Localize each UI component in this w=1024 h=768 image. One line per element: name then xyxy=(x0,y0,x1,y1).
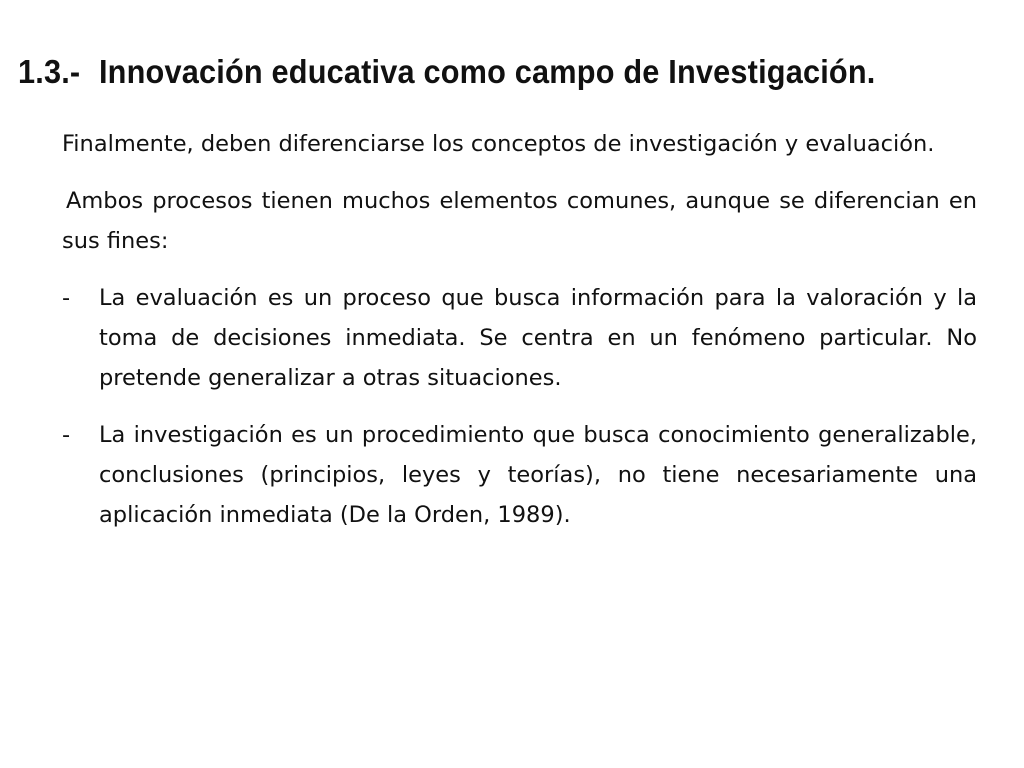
bullet-investigacion xyxy=(62,415,977,535)
bullet-text: La evaluación es un proceso que busca información para la valoración y la toma de decisiones inmediata. Se centra en un fenómeno particular. No pretende generalizar a otras situaciones. xyxy=(99,285,977,391)
slide-body xyxy=(62,124,977,552)
paragraph-common-elements: Ambos procesos tienen muchos elementos comunes, aunque se diferencian en sus fines: xyxy=(62,188,977,254)
bullet-dash: - xyxy=(62,422,71,448)
bullet-text: La investigación es un procedimiento que busca conocimiento generalizable, conclusiones (principios, leyes y teorías), no tiene necesariamente una aplicación inmediata (De la Orden, 1989). xyxy=(99,422,977,528)
slide-title xyxy=(18,50,948,94)
title-number: 1.3.- xyxy=(18,53,81,90)
paragraph-intro: Finalmente, deben diferenciarse los conceptos de investigación y evaluación. xyxy=(62,131,935,157)
bullet-dash: - xyxy=(62,285,71,311)
bullet-evaluacion xyxy=(62,278,977,398)
title-text: Innovación educativa como campo de Investigación. xyxy=(98,53,876,90)
